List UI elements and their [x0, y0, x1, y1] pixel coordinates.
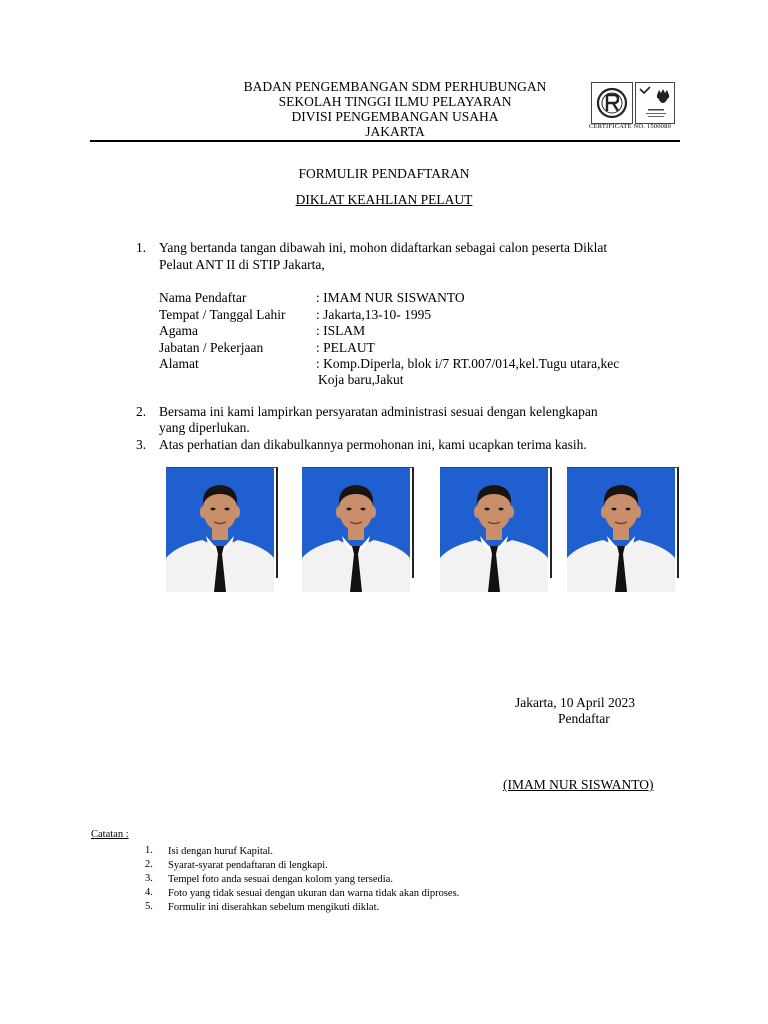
note-number: 1. — [145, 845, 153, 856]
religion-label: Agama — [159, 323, 198, 338]
note-number: 3. — [145, 873, 153, 884]
paragraph-1-line-2: Pelaut ANT II di STIP Jakarta, — [159, 257, 325, 272]
note-text: Tempel foto anda sesuai dengan kolom yang tersedia. — [168, 874, 393, 885]
address-value-line-1: : Komp.Diperla, blok i/7 RT.007/014,kel.Tugu utara,kec — [316, 356, 620, 371]
header-divider — [90, 140, 680, 142]
header-line-2: SEKOLAH TINGGI ILMU PELAYARAN — [278, 94, 512, 109]
applicant-photo — [166, 468, 274, 592]
note-text: Syarat-syarat pendaftaran di lengkapi. — [168, 860, 328, 871]
header-line-1: BADAN PENGEMBANGAN SDM PERHUBUNGAN — [243, 79, 547, 94]
note-number: 2. — [145, 859, 153, 870]
address-value-line-2: Koja baru,Jakut — [318, 372, 404, 387]
note-text: Formulir ini diserahkan sebelum mengikuti diklat. — [168, 902, 380, 913]
birth-value: : Jakarta,13-10- 1995 — [316, 307, 432, 322]
registered-mark-icon — [591, 82, 633, 124]
certificate-number: CERTIFICATE NO. 1500080 — [589, 123, 672, 130]
paragraph-2-line-2: yang diperlukan. — [159, 420, 250, 435]
signature-role: Pendaftar — [558, 711, 610, 726]
certification-logo — [589, 80, 677, 132]
note-number: 5. — [145, 901, 153, 912]
portrait-illustration — [166, 468, 274, 592]
note-number: 4. — [145, 887, 153, 898]
institution-header — [180, 79, 610, 139]
note-text: Foto yang tidak sesuai dengan ukuran dan warna tidak akan diproses. — [168, 888, 460, 899]
paragraph-2-line-1: Bersama ini kami lampirkan persyaratan administrasi sesuai dengan kelengkapan — [159, 404, 598, 419]
applicant-photo — [440, 468, 548, 592]
religion-value: : ISLAM — [316, 323, 366, 338]
name-value: : IMAM NUR SISWANTO — [316, 290, 465, 305]
signature-place-date: Jakarta, 10 April 2023 — [515, 695, 635, 710]
header-line-3: DIVISI PENGEMBANGAN USAHA — [291, 109, 499, 124]
job-value: : PELAUT — [316, 340, 375, 355]
signature-name: (IMAM NUR SISWANTO) — [503, 777, 654, 792]
notes-title: Catatan : — [91, 829, 129, 840]
job-label: Jabatan / Pekerjaan — [159, 340, 264, 355]
paragraph-1-number: 1. — [136, 240, 147, 255]
form-title: FORMULIR PENDAFTARAN — [298, 166, 470, 181]
portrait-illustration — [440, 468, 548, 592]
paragraph-3-line-1: Atas perhatian dan dikabulkannya permohonan ini, kami ucapkan terima kasih. — [159, 437, 587, 452]
paragraph-3-number: 3. — [136, 437, 147, 452]
applicant-photo — [567, 468, 675, 592]
course-title — [0, 192, 768, 208]
portrait-illustration — [567, 468, 675, 592]
portrait-illustration — [302, 468, 410, 592]
header-line-4: JAKARTA — [365, 124, 425, 139]
paragraph-2-number: 2. — [136, 404, 147, 419]
address-label: Alamat — [159, 356, 199, 371]
paragraph-1-line-1: Yang bertanda tangan dibawah ini, mohon didaftarkan sebagai calon peserta Diklat — [159, 240, 608, 255]
ukas-crown-icon — [635, 82, 675, 124]
name-label: Nama Pendaftar — [159, 290, 247, 305]
note-text: Isi dengan huruf Kapital. — [168, 846, 273, 857]
applicant-photo — [302, 468, 410, 592]
birth-label: Tempat / Tanggal Lahir — [159, 307, 286, 322]
course-title-text: DIKLAT KEAHLIAN PELAUT — [295, 192, 473, 207]
